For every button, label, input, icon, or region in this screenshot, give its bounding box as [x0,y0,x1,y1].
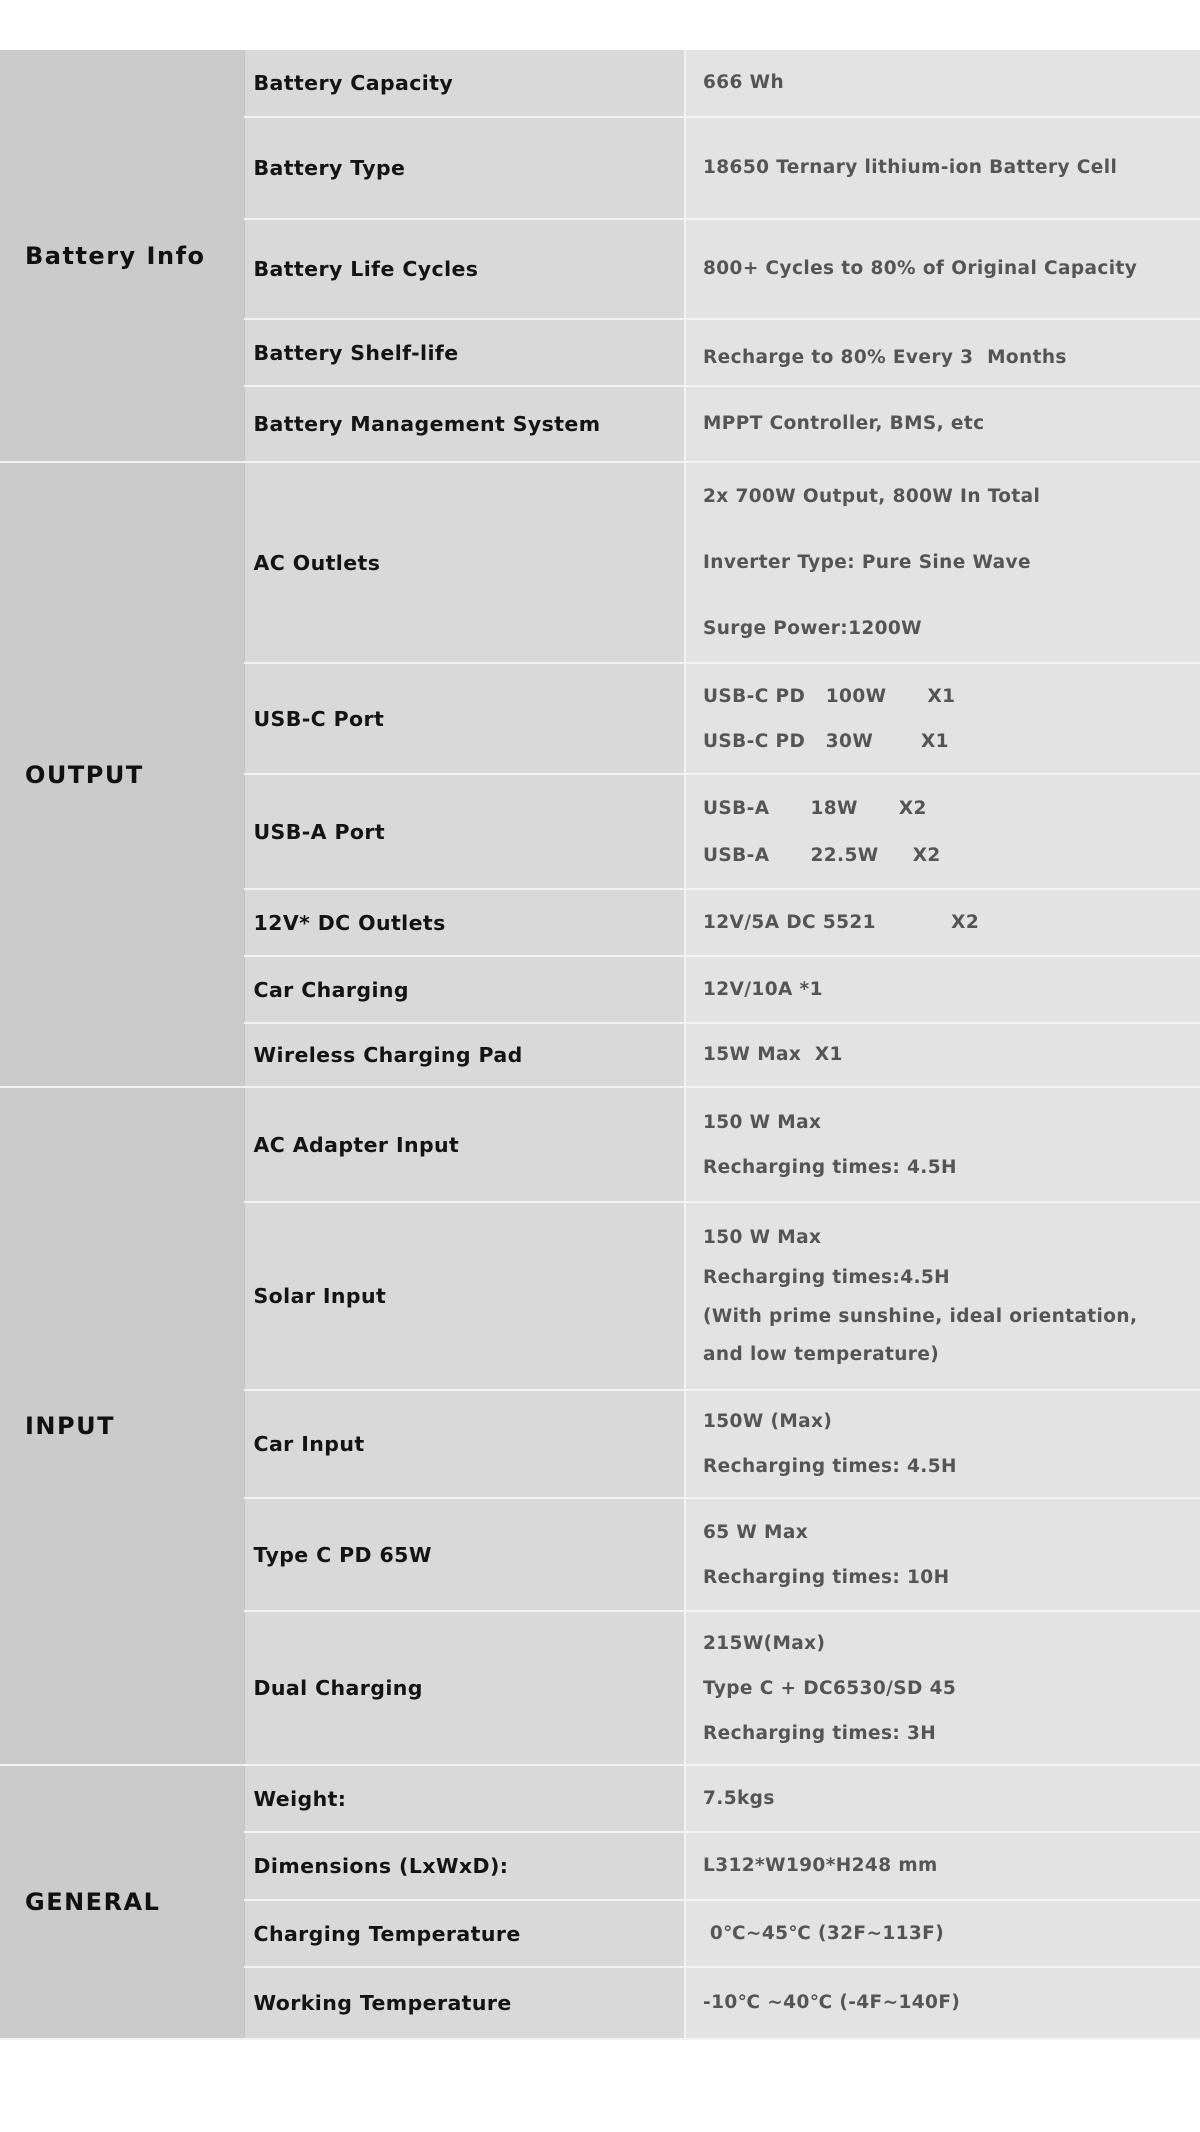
spec-row-battery-capacity [0,50,1200,117]
spec-label: Type C PD 65W [244,1498,685,1611]
specifications-body [0,50,1200,2039]
spec-label: USB-C Port [244,663,685,774]
spec-value-line: (With prime sunshine, ideal orientation, and low temperature) [703,1306,1138,1365]
spec-value-line: 12V/10A *1 [703,978,823,1000]
section-title-general: GENERAL [0,1765,244,2039]
spec-value-line: 7.5kgs [703,1787,775,1809]
spec-row-ac-outlets [0,462,1200,663]
spec-label: Car Charging [244,956,685,1023]
spec-value-line: MPPT Controller, BMS, etc [703,413,985,434]
spec-label: Working Temperature [244,1967,685,2039]
spec-label: Battery Management System [244,386,685,462]
spec-value [685,1832,1200,1900]
spec-value [685,956,1200,1023]
spec-label: AC Adapter Input [244,1087,685,1202]
spec-value [685,1765,1200,1832]
spec-label: USB-A Port [244,774,685,889]
spec-label: Car Input [244,1390,685,1498]
spec-value-line: USB-A 22.5W X2 [703,844,941,866]
spec-label: Dimensions (LxWxD): [244,1832,685,1900]
spec-value-line: 150 W Max [703,1111,822,1133]
spec-label: Battery Capacity [244,50,685,117]
section-title-input: INPUT [0,1087,244,1765]
spec-label: AC Outlets [244,462,685,663]
spec-value-line: L312*W190*H248 mm [703,1855,938,1876]
spec-value [685,774,1200,889]
spec-value-line: USB-C PD 30W X1 [703,730,949,752]
spec-value [685,1023,1200,1087]
spec-label: Solar Input [244,1202,685,1390]
spec-label: 12V* DC Outlets [244,889,685,956]
spec-value [685,1611,1200,1765]
spec-value-line: Recharging times: 4.5H [703,1156,957,1178]
spec-value [685,219,1200,319]
spec-value-line: -10℃ ~40℃ (-4F~140F) [703,1992,961,2013]
spec-label: Battery Life Cycles [244,219,685,319]
spec-value-line: 65 W Max [703,1521,809,1543]
spec-value-line: 150 W Max [703,1227,822,1248]
spec-value-line: 800+ Cycles to 80% of Original Capacity [703,258,1138,279]
spec-value-line: Recharging times: 4.5H [703,1456,957,1477]
spec-value-line: Recharging times: 3H [703,1722,937,1744]
spec-value [685,889,1200,956]
spec-value-line: USB-A 18W X2 [703,797,927,819]
spec-value [685,1967,1200,2039]
spec-value-line: 15W Max X1 [703,1044,843,1065]
spec-label: Battery Type [244,117,685,219]
spec-label: Dual Charging [244,1611,685,1765]
spec-value [685,1087,1200,1202]
spec-label: Wireless Charging Pad [244,1023,685,1087]
spec-value-line: Recharge to 80% Every 3 Months [703,346,1067,368]
spec-row-weight [0,1765,1200,1832]
spec-value [685,663,1200,774]
spec-label: Charging Temperature [244,1900,685,1967]
spec-label: Battery Shelf-life [244,319,685,386]
spec-value-line: 0℃~45℃ (32F~113F) [703,1922,945,1944]
spec-value [685,1498,1200,1611]
spec-value-line: Type C + DC6530/SD 45 [703,1677,957,1699]
spec-value [685,462,1200,663]
spec-value-line: 215W(Max) [703,1632,826,1654]
spec-value-line: 150W (Max) [703,1411,833,1432]
spec-value-line: 18650 Ternary lithium-ion Battery Cell [703,157,1118,178]
spec-value [685,1390,1200,1498]
spec-label: Weight: [244,1765,685,1832]
spec-value-line: Inverter Type: Pure Sine Wave [703,551,1031,573]
specifications-table [0,50,1200,2040]
spec-value [685,50,1200,117]
spec-value-line: USB-C PD 100W X1 [703,685,956,707]
spec-value-line: 12V/5A DC 5521 X2 [703,911,980,933]
spec-value-line: Surge Power:1200W [703,617,922,639]
spec-value [685,319,1200,386]
spec-value-line: 2x 700W Output, 800W In Total [703,485,1041,507]
spec-value [685,1900,1200,1967]
spec-value [685,386,1200,462]
spec-value-line: Recharging times: 10H [703,1566,950,1588]
spec-row-ac-adapter-input [0,1087,1200,1202]
spec-value-line: 666 Wh [703,72,785,93]
section-title-battery-info: Battery Info [0,50,244,462]
spec-value-line: Recharging times:4.5H [703,1267,951,1288]
spec-value [685,117,1200,219]
section-title-output: OUTPUT [0,462,244,1087]
spec-value [685,1202,1200,1390]
